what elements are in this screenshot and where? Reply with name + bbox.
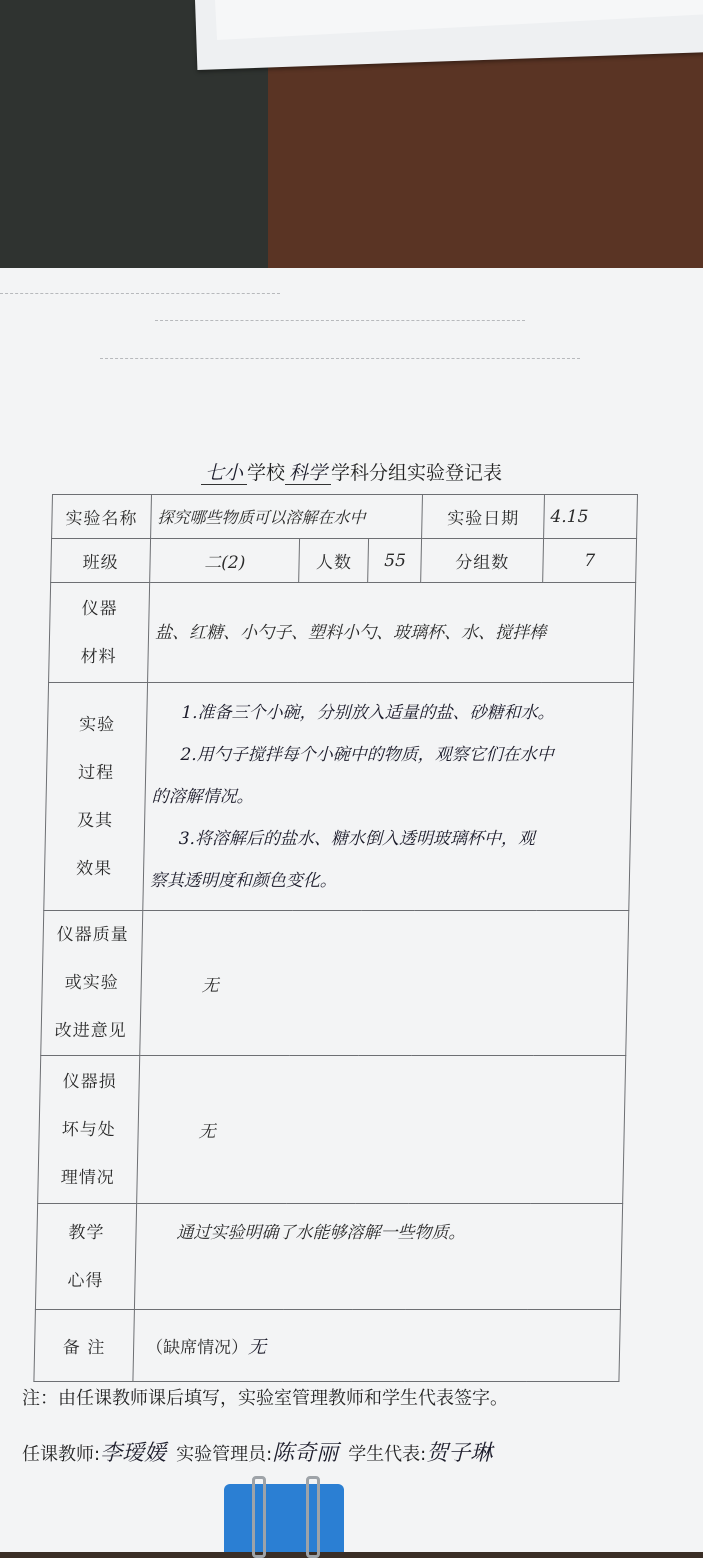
remarks-value: 无 bbox=[247, 1336, 267, 1358]
quality-label-1: 仪器质量 bbox=[56, 925, 129, 945]
school-name: 七小 bbox=[201, 462, 247, 485]
row-process bbox=[44, 683, 634, 911]
exp-date-label: 实验日期 bbox=[422, 495, 544, 539]
admin-label: 实验管理员: bbox=[176, 1444, 273, 1465]
title-suffix: 学科分组实验登记表 bbox=[331, 462, 503, 484]
class-label: 班级 bbox=[51, 539, 151, 583]
teaching-label bbox=[35, 1204, 136, 1310]
groups-label: 分组数 bbox=[421, 539, 543, 583]
row-materials bbox=[49, 583, 636, 683]
remarks-label: 备 注 bbox=[34, 1310, 135, 1382]
process-line-4: 3.将溶解后的盐水、糖水倒入透明玻璃杯中，观 bbox=[178, 828, 536, 849]
registration-table bbox=[33, 494, 638, 1382]
student-signature: 贺子琳 bbox=[426, 1441, 493, 1466]
process-label-1: 实验 bbox=[78, 714, 116, 735]
damage-label-3: 理情况 bbox=[60, 1167, 115, 1188]
row-damage bbox=[38, 1056, 626, 1204]
row-class bbox=[51, 539, 637, 583]
damage-label-2: 坏与处 bbox=[61, 1119, 116, 1140]
process-line-2: 2.用勺子搅拌每个小碗中的物质，观察它们在水中 bbox=[180, 744, 554, 765]
damage-label bbox=[38, 1056, 140, 1204]
process-label bbox=[44, 683, 148, 911]
admin-signature: 陈奇丽 bbox=[272, 1441, 339, 1466]
signature-line bbox=[22, 1436, 502, 1467]
groups-value: 7 bbox=[543, 539, 637, 583]
quality-value: 无 bbox=[140, 911, 629, 1056]
row-remarks bbox=[34, 1310, 621, 1382]
header-dash-2 bbox=[155, 320, 525, 321]
count-label: 人数 bbox=[299, 539, 369, 583]
process-value bbox=[143, 683, 634, 911]
remarks-prefix: （缺席情况） bbox=[145, 1337, 249, 1358]
quality-label-2: 或实验 bbox=[64, 973, 119, 993]
process-line-5: 察其透明度和颜色变化。 bbox=[149, 870, 338, 891]
damage-value: 无 bbox=[137, 1056, 626, 1204]
materials-label-1: 仪器 bbox=[81, 598, 118, 619]
teaching-label-2: 心得 bbox=[67, 1270, 104, 1291]
teaching-label-1: 教学 bbox=[68, 1222, 105, 1243]
exp-date-value: 4.15 bbox=[544, 495, 638, 539]
clip-wire-right bbox=[306, 1476, 320, 1558]
form-title bbox=[0, 458, 703, 485]
materials-label-2: 材料 bbox=[80, 646, 117, 667]
blue-binder-clip bbox=[224, 1484, 344, 1552]
materials-value: 盐、红糖、小勺子、塑料小勺、玻璃杯、水、搅拌棒 bbox=[148, 583, 636, 683]
materials-label bbox=[49, 583, 150, 683]
student-label: 学生代表: bbox=[348, 1444, 427, 1465]
class-value: 二(2) bbox=[150, 539, 300, 583]
process-label-2: 过程 bbox=[77, 762, 115, 783]
process-label-3: 及其 bbox=[76, 810, 114, 831]
damage-label-1: 仪器损 bbox=[62, 1071, 117, 1092]
teacher-label: 任课教师: bbox=[22, 1444, 101, 1465]
teaching-value: 通过实验明确了水能够溶解一些物质。 bbox=[134, 1204, 622, 1310]
count-value: 55 bbox=[368, 539, 422, 583]
teacher-signature: 李瑷媛 bbox=[100, 1441, 167, 1466]
header-dash-1 bbox=[0, 293, 280, 294]
process-line-1: 1.准备三个小碗，分别放入适量的盐、砂糖和水。 bbox=[181, 702, 555, 723]
school-suffix: 学校 bbox=[246, 462, 285, 484]
row-teaching bbox=[35, 1204, 622, 1310]
exp-name-value: 探究哪些物质可以溶解在水中 bbox=[151, 495, 423, 539]
header-dash-3 bbox=[100, 358, 580, 359]
row-experiment-name bbox=[52, 495, 638, 539]
quality-label bbox=[41, 911, 143, 1056]
process-label-4: 效果 bbox=[75, 858, 113, 879]
clip-wire-left bbox=[252, 1476, 266, 1558]
quality-label-3: 改进意见 bbox=[54, 1021, 127, 1041]
remarks-cell bbox=[133, 1310, 621, 1382]
exp-name-label: 实验名称 bbox=[52, 495, 152, 539]
footer-note: 注：由任课教师课后填写，实验室管理教师和学生代表签字。 bbox=[22, 1388, 508, 1409]
process-line-3: 的溶解情况。 bbox=[151, 786, 254, 807]
subject-name: 科学 bbox=[285, 462, 331, 485]
row-quality bbox=[41, 911, 629, 1056]
